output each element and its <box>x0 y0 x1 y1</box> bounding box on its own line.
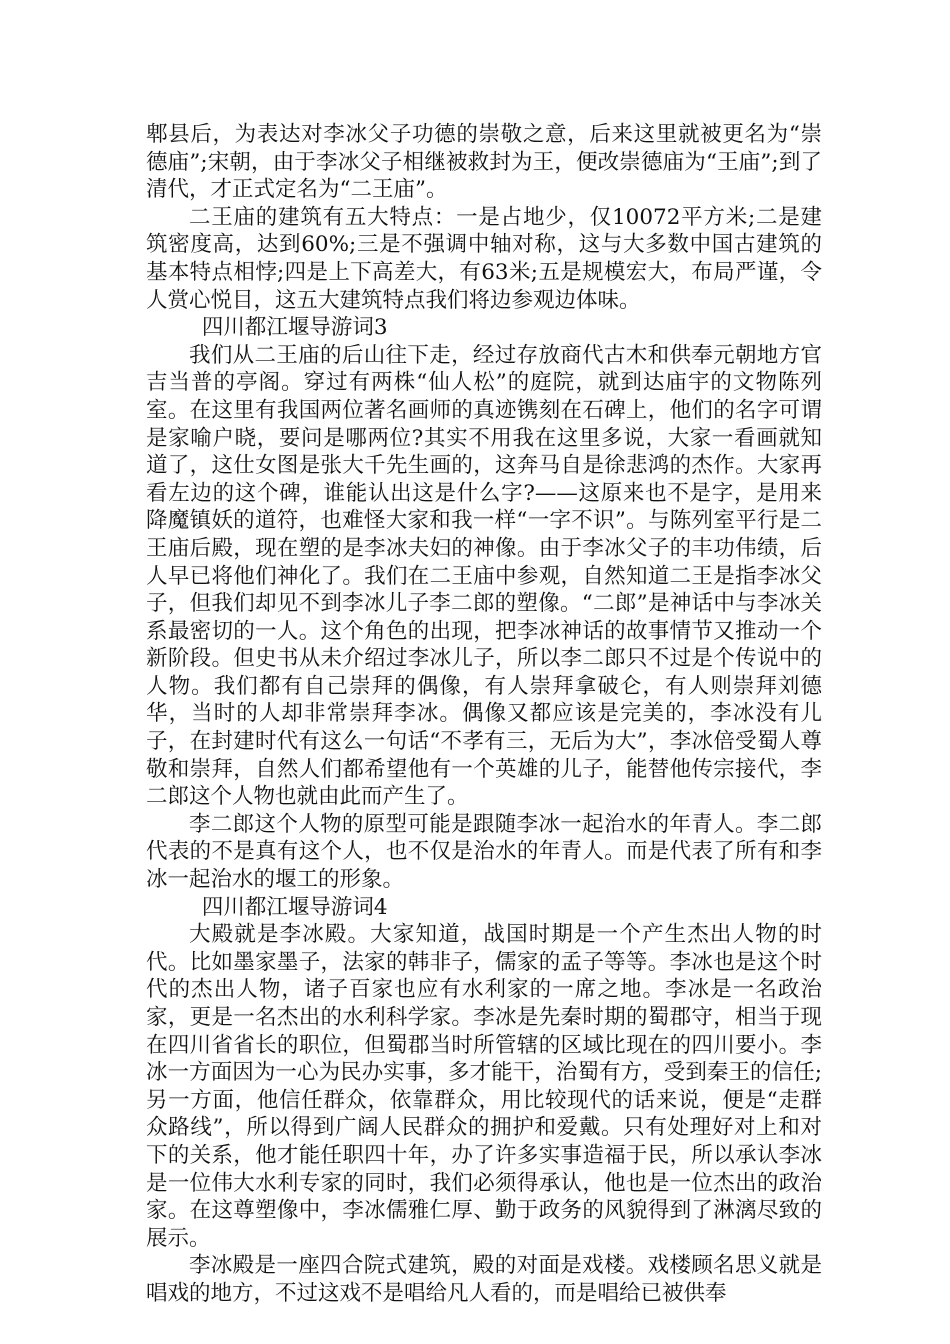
paragraph-exhibition-room: 我们从二王庙的后山往下走，经过存放商代古木和供奉元朝地方官吉当普的亭阁。穿过有两株“仙人松”的庭院，就到达庙宇的文物陈列室。在这里有我国两位著名画师的真迹镌刻在石碑上，他们的名字可谓是家喻户晓，要问是哪两位?其实不用我在这里多说，大家一看画就知道了，这仕女图是张大千先生画的，这奔马自是徐悲鸿的杰作。大家再看左边的这个碑，谁能认出这是什么字?——这原来也不是字，是用来降魔镇妖的道符，也难怪大家和我一样“一字不识”。与陈列室平行是二王庙后殿，现在塑的是李冰夫妇的神像。由于李冰父子的丰功伟绩，后人早已将他们神化了。我们在二王庙中参观，自然知道二王是指李冰父子，但我们却见不到李冰儿子李二郎的塑像。“二郎”是神话中与李冰关系最密切的一人。这个角色的出现，把李冰神话的故事情节又推动一个新阶段。但史书从未介绍过李冰儿子，所以李二郎只不过是个传说中的人物。我们都有自己崇拜的偶像，有人崇拜拿破仑，有人则崇拜刘德华，当时的人却非常崇拜李冰。偶像又都应该是完美的，李冰没有儿子，在封建时代有这么一句话“不孝有三，无后为大”，李冰倍受蜀人尊敬和崇拜，自然人们都希望他有一个英雄的儿子，能替他传宗接代，李二郎这个人物也就由此而产生了。 <box>146 342 822 810</box>
paragraph-li-bing-hall: 大殿就是李冰殿。大家知道，战国时期是一个产生杰出人物的时代。比如墨家墨子，法家的韩非子，儒家的孟子等等。李冰也是这个时代的杰出人物，诸子百家也应有水利家的一席之地。李冰是一名政治家，更是一名杰出的水利科学家。李冰是先秦时期的蜀郡守，相当于现在四川省省长的职位，但蜀郡当时所管辖的区域比现在的四川要小。李冰一方面因为一心为民办实事，多才能干，治蜀有方，受到秦王的信任;另一方面，他信任群众，依靠群众，用比较现代的话来说，便是“走群众路线”，所以得到广阔人民群众的拥护和爱戴。只有处理好对上和对下的关系，他才能任职四十年，办了许多实事造福于民，所以承认李冰是一位伟大水利专家的同时，我们必须得承认，他也是一位杰出的政治家。在这尊塑像中，李冰儒雅仁厚、勤于政务的风貌得到了淋漓尽致的展示。 <box>146 922 822 1251</box>
section-heading-3: 四川都江堰导游词3 <box>201 315 388 341</box>
paragraph-opera-stage: 李冰殿是一座四合院式建筑，殿的对面是戏楼。戏楼顾名思义就是唱戏的地方，不过这戏不是唱给凡人看的，而是唱给已被供奉 <box>146 1253 822 1306</box>
paragraph-li-erlang: 李二郎这个人物的原型可能是跟随李冰一起治水的年青人。李二郎代表的不是真有这个人，也不仅是治水的年青人。而是代表了所有和李冰一起治水的堰工的形象。 <box>146 811 822 893</box>
section-heading-4: 四川都江堰导游词4 <box>201 894 388 920</box>
document-page <box>146 121 822 1308</box>
paragraph-architecture-features: 二王庙的建筑有五大特点：一是占地少，仅10072平方米;二是建筑密度高，达到60%;三是不强调中轴对称，这与大多数中国古建筑的基本特点相悖;四是上下高差大，有63米;五是规模宏大，布局严谨，令人赏心悦目，这五大建筑特点我们将边参观边体味。 <box>146 204 822 313</box>
paragraph-erwangmiao-renaming: 郫县后，为表达对李冰父子功德的崇敬之意，后来这里就被更名为“崇德庙”;宋朝，由于李冰父子相继被救封为王，便改崇德庙为“王庙”;到了清代，才正式定名为“二王庙”。 <box>146 122 822 203</box>
